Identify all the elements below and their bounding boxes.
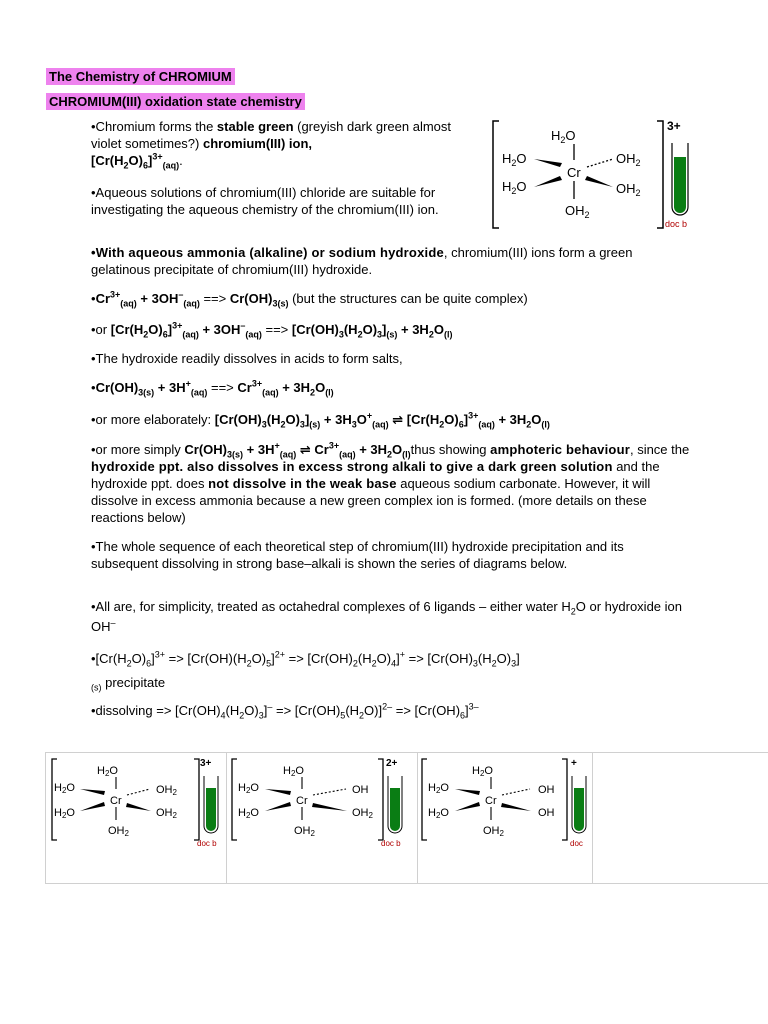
ligand-right-upper: OH xyxy=(352,784,369,796)
ligand-right-upper: $OH_2$ xyxy=(616,151,641,168)
equation-elaborate-dissolving: •or more elaborately: $[Cr(OH)_3(H_2O)_3]_{(s)} + 3H_3O^+_{(aq)}$ ⇌ $[Cr(H_2O)_6]^{3+}_{(aq)} + 3H_2O_{(l)}$ xyxy=(91,410,550,430)
equation-complex-precipitation: •or $[Cr(H_2O)_6]^{3+}_{(aq)} + 3OH^-_{(aq)}$ ==> $[Cr(OH)_3(H_2O)_3]_{(s)} + 3H_2O_{(l)}$ xyxy=(91,320,453,340)
equation-acid-dissolving: $•Cr(OH)_{3(s)} + 3H^+_{(aq)}$ ==> $Cr^{3+}_{(aq)} + 3H_2O_{(l)}$ xyxy=(91,378,334,398)
ligand-left-upper: $H_2O$ xyxy=(502,151,527,168)
paragraph-ligands: •All are, for simplicity, treated as octahedral complexes of 6 ligands – either water $H_2O$ or hydroxide ion OH– xyxy=(91,599,682,634)
section-heading: CHROMIUM(III) oxidation state chemistry xyxy=(46,93,305,110)
sequence-dissolving: •dissolving => $[Cr(OH)_4(H_2O)_3]^- => [Cr(OH)_5(H_2O)]^{2-} => [Cr(OH)_6]^{3-}$ xyxy=(91,701,479,721)
ligand-right-lower: OH2 xyxy=(156,807,177,820)
ligand-left-upper: H2O xyxy=(54,782,75,795)
charge-label: + xyxy=(571,758,577,769)
ligand-left-lower: H2O xyxy=(428,807,449,820)
ligand-top: H2O xyxy=(472,765,493,778)
ligand-right-lower: OH xyxy=(538,807,555,819)
central-atom: Cr xyxy=(485,795,497,807)
ligand-left-upper: H2O xyxy=(238,782,259,795)
central-atom: Cr xyxy=(110,795,122,807)
image-credit: doc b xyxy=(381,839,401,848)
ligand-top: H2O xyxy=(283,765,304,778)
charge-label: 3+ xyxy=(200,758,212,769)
ligand-left-lower: $H_2O$ xyxy=(502,179,527,196)
ligand-top: H2O xyxy=(97,765,118,778)
ligand-right-lower: OH2 xyxy=(352,807,373,820)
ligand-bottom: OH2 xyxy=(483,825,504,838)
ligand-left-lower: H2O xyxy=(238,807,259,820)
image-credit: doc b xyxy=(665,219,688,229)
ligand-bottom: OH2 xyxy=(294,825,315,838)
central-atom: Cr xyxy=(567,165,581,180)
ligand-right-lower: $OH_2$ xyxy=(616,181,641,198)
complex-diagram-hexaaqua xyxy=(489,115,699,233)
page-title: The Chemistry of CHROMIUM xyxy=(46,68,235,85)
ligand-bottom: OH2 xyxy=(108,825,129,838)
ligand-top: $H_2O$ xyxy=(551,128,576,145)
image-credit: doc b xyxy=(197,839,217,848)
paragraph-aqueous-solutions: •Aqueous solutions of chromium(III) chloride are suitable for investigating the aqueous chemistry of the chromium(III) ion. xyxy=(91,185,439,217)
complex-diagram-step-3 xyxy=(418,754,593,850)
complex-diagram-step-2 xyxy=(228,754,413,850)
ligand-bottom: $OH_2$ xyxy=(565,203,590,220)
equation-hydroxide-precipitation: $•Cr^{3+}_{(aq)} + 3OH^-_{(aq)}$ ==> $Cr(OH)_{3(s)}$ (but the structures can be quite complex) xyxy=(91,289,528,309)
charge-label: 3+ xyxy=(667,119,681,133)
complex-diagram-step-1 xyxy=(48,754,228,850)
paragraph-sequence-intro: •The whole sequence of each theoretical step of chromium(III) hydroxide precipitation and its subsequent dissolving in strong base–alkali is shown the series of diagrams below. xyxy=(91,539,624,571)
ligand-left-upper: H2O xyxy=(428,782,449,795)
paragraph-amphoteric: •or more simply $Cr(OH)_{3(s)} + 3H^+_{(aq)}$ ⇌ $Cr^{3+}_{(aq)}$ + $3H_2O_{(l)}thus$ showing amphoteric behaviour, since the hydroxide ppt. also dissolves in excess strong alkali to give a dark green solution and the hydroxide ppt. does not dissolve in the weak base aqueous sodium carbonate. However, it will dissolve in excess ammonia because a new green complex ion is formed. (more details on these reactions below) xyxy=(91,440,690,525)
ligand-right-upper: OH2 xyxy=(156,784,177,797)
ligand-left-lower: H2O xyxy=(54,807,75,820)
test-tube-icon xyxy=(574,788,584,831)
paragraph-stable-green-ion: •Chromium forms the stable green (greyish dark green almost violet sometimes?) chromium(III) ion, $[Cr(H_2O)_6]^{3+}_{(aq)}$. xyxy=(91,119,452,171)
test-tube-icon xyxy=(206,788,216,831)
image-credit: doc xyxy=(570,839,583,848)
test-tube-icon xyxy=(674,157,686,213)
charge-label: 2+ xyxy=(386,758,398,769)
paragraph-acid-dissolving: •The hydroxide readily dissolves in acids to form salts, xyxy=(91,351,403,366)
test-tube-icon xyxy=(390,788,400,831)
central-atom: Cr xyxy=(296,795,308,807)
paragraph-precipitate: •With aqueous ammonia (alkaline) or sodium hydroxide, chromium(III) ions form a green gelatinous precipitate of chromium(III) hydroxide. xyxy=(91,245,633,277)
sequence-precipitation: $•[Cr(H_2O)_6]^{3+} => [Cr(OH)(H_2O)_5]^{2+} => [Cr(OH)_2(H_2O)_4]^+ => [Cr(OH)_3(H_2O)_3]$ $_{(s)}$ precipitate xyxy=(91,649,520,693)
ligand-right-upper: OH xyxy=(538,784,555,796)
